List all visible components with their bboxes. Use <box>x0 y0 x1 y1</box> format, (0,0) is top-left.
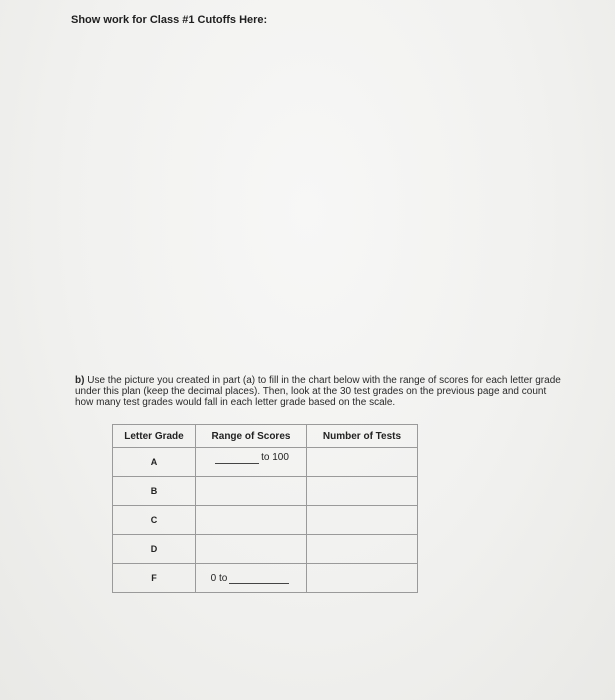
range-prefix-f: 0 to <box>210 572 228 584</box>
grade-cell-f: F <box>113 564 196 593</box>
header-number-of-tests: Number of Tests <box>307 425 418 448</box>
table-row-f <box>113 564 418 593</box>
header-range-of-scores: Range of Scores <box>196 425 307 448</box>
table-row-b <box>113 477 418 506</box>
instructions-paragraph <box>75 375 565 408</box>
table-header-row <box>113 425 418 448</box>
count-cell-a[interactable] <box>307 448 418 477</box>
range-cell-b[interactable] <box>196 477 307 506</box>
grade-cell-a: A <box>113 448 196 477</box>
range-suffix-a: to 100 <box>261 451 289 463</box>
grade-cell-c: C <box>113 506 196 535</box>
range-cell-c[interactable] <box>196 506 307 535</box>
grade-table <box>112 424 418 593</box>
table-row-a <box>113 448 418 477</box>
header-letter-grade: Letter Grade <box>113 425 196 448</box>
table-row-c <box>113 506 418 535</box>
range-cell-f[interactable] <box>196 564 307 593</box>
instructions-text: Use the picture you created in part (a) to fill in the chart below with the range of scores for each letter grade under this plan (keep the decimal places). Then, look at the 30 test grades on the previous page and count how many test grades would fall in each letter grade based on the scale. <box>75 375 561 408</box>
grade-cell-b: B <box>113 477 196 506</box>
count-cell-f[interactable] <box>307 564 418 593</box>
range-cell-a[interactable] <box>196 448 307 477</box>
grade-cell-d: D <box>113 535 196 564</box>
work-area-heading: Show work for Class #1 Cutoffs Here: <box>71 14 268 26</box>
count-cell-d[interactable] <box>307 535 418 564</box>
table-row-d <box>113 535 418 564</box>
range-blank-f[interactable] <box>229 582 289 584</box>
part-label: b) <box>75 375 85 386</box>
count-cell-b[interactable] <box>307 477 418 506</box>
range-blank-a[interactable] <box>215 462 259 464</box>
count-cell-c[interactable] <box>307 506 418 535</box>
range-cell-d[interactable] <box>196 535 307 564</box>
